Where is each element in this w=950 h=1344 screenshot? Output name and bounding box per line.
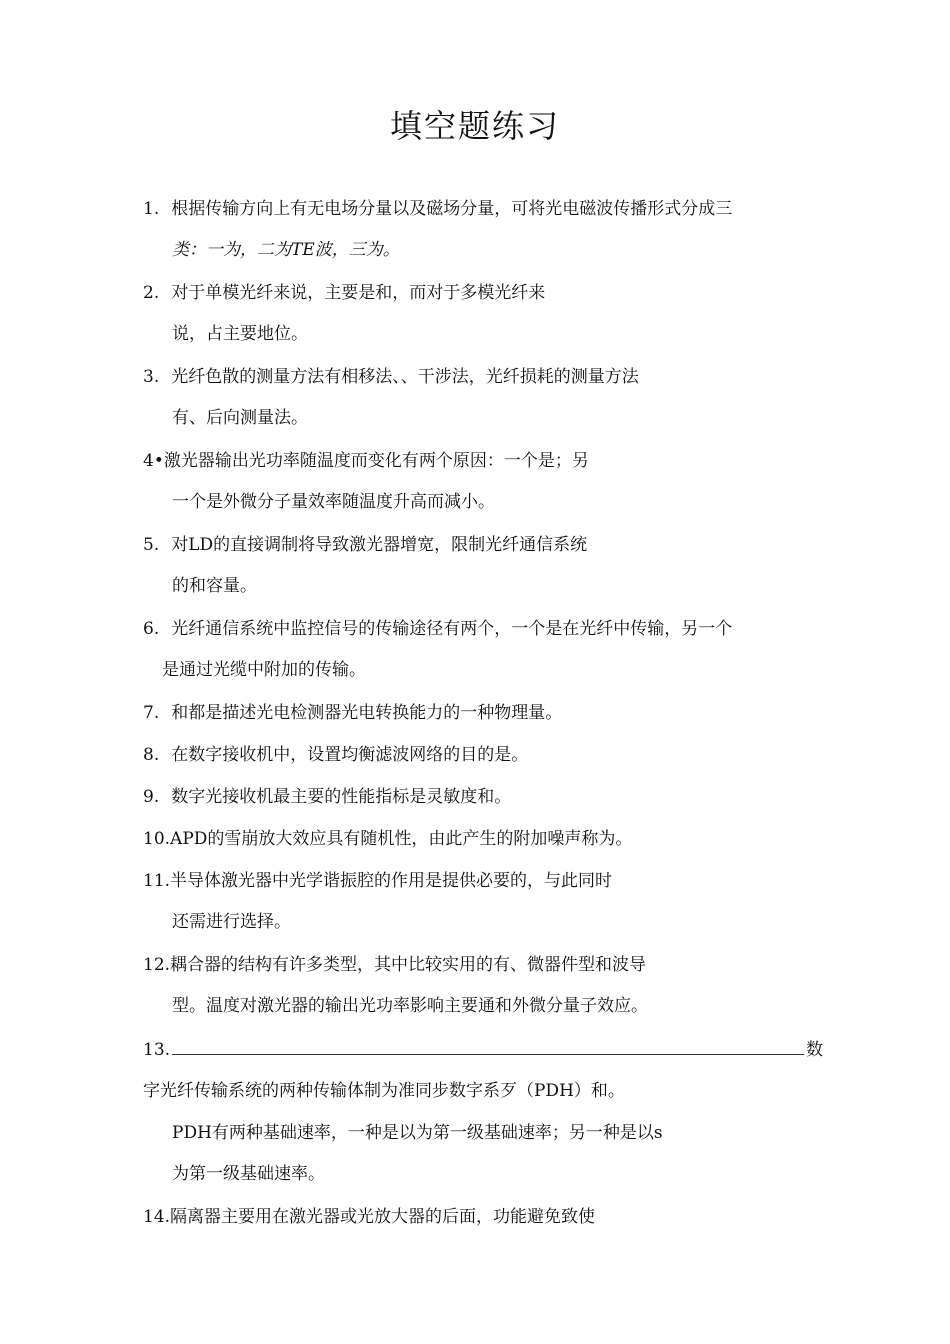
question-7 [143, 700, 562, 726]
question-4-continued: 一个是外微分子量效率随温度升高而减小。 [172, 492, 495, 512]
question-13-continued-3: 为第一级基础速率。 [172, 1164, 325, 1184]
question-8 [143, 742, 528, 768]
question-13 [143, 1036, 823, 1063]
question-2 [143, 280, 545, 306]
question-number: 6. [143, 619, 160, 639]
question-number: 4• [143, 451, 164, 471]
question-5-continued: 的和容量。 [172, 576, 257, 596]
question-number: 11. [143, 871, 171, 891]
question-11 [143, 868, 612, 894]
question-10 [143, 826, 632, 852]
question-text: 根据传输方向上有无电场分量以及磁场分量，可将光电磁波传播形式分成三 [171, 199, 733, 219]
question-5 [143, 532, 587, 558]
question-12 [143, 952, 646, 978]
answer-blank [172, 1036, 804, 1055]
question-2-continued: 说，占主要地位。 [172, 324, 308, 344]
question-number: 10. [143, 829, 171, 849]
question-text: 耦合器的结构有许多类型，其中比较实用的有、微器件型和波导 [170, 955, 647, 975]
question-3 [143, 364, 639, 390]
question-text: 激光器输出光功率随温度而变化有两个原因：一个是；另 [163, 451, 589, 471]
question-11-continued: 还需进行选择。 [172, 912, 291, 932]
question-14 [143, 1204, 595, 1230]
question-text: 在数字接收机中，设置均衡滤波网络的目的是。 [171, 745, 529, 765]
question-text: 对于单模光纤来说，主要是和，而对于多模光纤来 [171, 283, 546, 303]
question-text: 对LD的直接调制将导致激光器增宽，限制光纤通信系统 [171, 535, 588, 555]
question-text: 数 [806, 1040, 824, 1060]
question-text: 光纤色散的测量方法有相移法、、干涉法，光纤损耗的测量方法 [171, 367, 639, 387]
question-number: 9. [143, 787, 160, 807]
question-12-continued: 型。温度对激光器的输出光功率影响主要通和外微分量子效应。 [172, 996, 648, 1016]
question-number: 3. [143, 367, 160, 387]
question-text: 光纤通信系统中监控信号的传输途径有两个，一个是在光纤中传输，另一个 [171, 619, 733, 639]
question-text: 数字光接收机最主要的性能指标是灵敏度和。 [171, 787, 512, 807]
question-4 [143, 448, 589, 474]
question-6-continued: 是通过光缆中附加的传输。 [162, 660, 366, 680]
question-text: APD的雪崩放大效应具有随机性，由此产生的附加噪声称为。 [170, 829, 633, 849]
question-number: 1. [143, 199, 160, 219]
question-13-continued: 字光纤传输系统的两种传输体制为准同步数字系歹（PDH）和。 [143, 1081, 625, 1101]
question-9 [143, 784, 511, 810]
question-number: 14. [143, 1207, 171, 1227]
question-text: 隔离器主要用在激光器或光放大器的后面，功能避免致使 [170, 1207, 596, 1227]
question-6 [143, 616, 732, 642]
question-number: 13. [143, 1040, 171, 1060]
question-text: 半导体激光器中光学谐振腔的作用是提供必要的，与此同时 [170, 871, 613, 891]
question-3-continued: 有、后向测量法。 [172, 408, 308, 428]
question-number: 12. [143, 955, 171, 975]
question-number: 2. [143, 283, 160, 303]
page-title: 填空题练习 [389, 107, 560, 145]
question-number: 7. [143, 703, 160, 723]
question-text: 和都是描述光电检测器光电转换能力的一种物理量。 [171, 703, 563, 723]
question-1-continued: 类：一为，二为TE波，三为。 [172, 240, 400, 260]
question-number: 8. [143, 745, 160, 765]
question-1 [143, 196, 732, 222]
question-13-continued-2: PDH有两种基础速率，一种是以为第一级基础速率；另一种是以s [172, 1123, 663, 1143]
question-number: 5. [143, 535, 160, 555]
